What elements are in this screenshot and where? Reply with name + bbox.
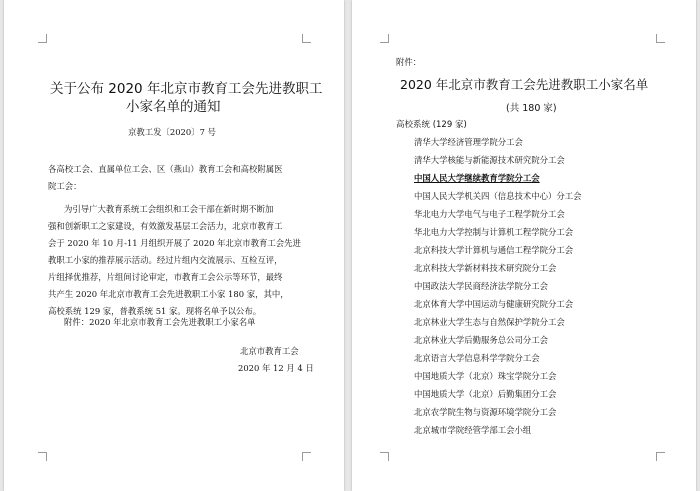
unit-list-item: 华北电力大学电气与电子工程学院分工会 [414, 209, 565, 219]
unit-list-item: 中国政法大学民商经济法学院分工会 [414, 281, 548, 291]
unit-list-item: 中国地质大学（北京）珠宝学院分工会 [414, 371, 557, 381]
body-line: 教职工小家的推荐展示活动。经过片组内交流展示、互检互评， [48, 255, 283, 265]
body-line: 片组择优推荐，片组间讨论审定，市教育工会公示等环节，最终 [48, 272, 283, 282]
unit-list-item: 中国人民大学机关四（信息技术中心）分工会 [414, 191, 582, 201]
crop-mark-top-right [656, 34, 665, 43]
crop-mark-bottom-right [302, 452, 311, 461]
body-line: 共产生 2020 年北京市教育工会先进教职工小家 180 家，其中， [48, 289, 289, 299]
notice-title-line-2: 小家名单的通知 [126, 99, 221, 115]
unit-list-item: 北京林业大学后勤服务总公司分工会 [414, 335, 548, 345]
crop-mark-top-left [380, 34, 389, 43]
crop-mark-top-left [38, 34, 47, 43]
unit-list-item: 北京城市学院经管学部工会小组 [414, 425, 532, 435]
unit-list-item: 清华大学核能与新能源技术研究院分工会 [414, 155, 565, 165]
crop-mark-top-right [302, 34, 311, 43]
body-line: 高校系统 129 家，普教系统 51 家。现将名单予以公布。 [48, 306, 262, 316]
list-title: 2020 年北京市教育工会先进教职工小家名单 [400, 77, 649, 92]
unit-list-item: 中国地质大学（北京）后勤集团分工会 [414, 389, 557, 399]
unit-list-item: 清华大学经济管理学院分工会 [414, 137, 523, 147]
unit-list-item: 北京林业大学生态与自然保护学院分工会 [414, 317, 565, 327]
issuer-name: 北京市教育工会 [240, 346, 299, 356]
unit-list-item: 华北电力大学控制与计算机工程学院分工会 [414, 227, 574, 237]
body-line: 强和创新职工之家建设，有效激发基层工会活力，北京市教育工 [48, 221, 283, 231]
unit-list-item-highlighted: 中国人民大学继续教育学院分工会 [414, 173, 540, 183]
section-heading: 高校系统 (129 家) [396, 120, 467, 130]
recipients-line-2: 院工会： [48, 181, 82, 191]
unit-list-item: 北京农学院生物与资源环境学院分工会 [414, 407, 557, 417]
unit-list-item: 北京体育大学中国运动与健康研究院分工会 [414, 299, 574, 309]
crop-mark-bottom-left [380, 452, 389, 461]
right-page [352, 0, 696, 491]
body-line: 会于 2020 年 10 月-11 月组织开展了 2020 年北京市教育工会先进 [48, 238, 301, 248]
document-number: 京教工发〔2020〕7 号 [128, 127, 216, 137]
body-line: 为引导广大教育系统工会组织和工会干部在新时期不断加 [64, 204, 274, 214]
unit-list-item: 北京语言大学信息科学学院分工会 [414, 353, 540, 363]
attachment-note: 附件：2020 年北京市教育工会先进教职工小家名单 [64, 317, 256, 327]
left-page [4, 0, 344, 491]
notice-title-line-1: 关于公布 2020 年北京市教育工会先进教职工 [50, 81, 323, 97]
unit-list-item: 北京科技大学新材料技术研究院分工会 [414, 263, 557, 273]
list-count: (共 180 家) [506, 103, 557, 114]
attachment-label: 附件： [396, 57, 422, 67]
recipients-line-1: 各高校工会、直属单位工会、区（燕山）教育工会和高校附属医 [48, 164, 283, 174]
issue-date: 2020 年 12 月 4 日 [238, 363, 314, 373]
crop-mark-bottom-left [38, 452, 47, 461]
unit-list-item: 北京科技大学计算机与通信工程学院分工会 [414, 245, 574, 255]
crop-mark-bottom-right [656, 452, 665, 461]
notice-body [48, 201, 301, 320]
